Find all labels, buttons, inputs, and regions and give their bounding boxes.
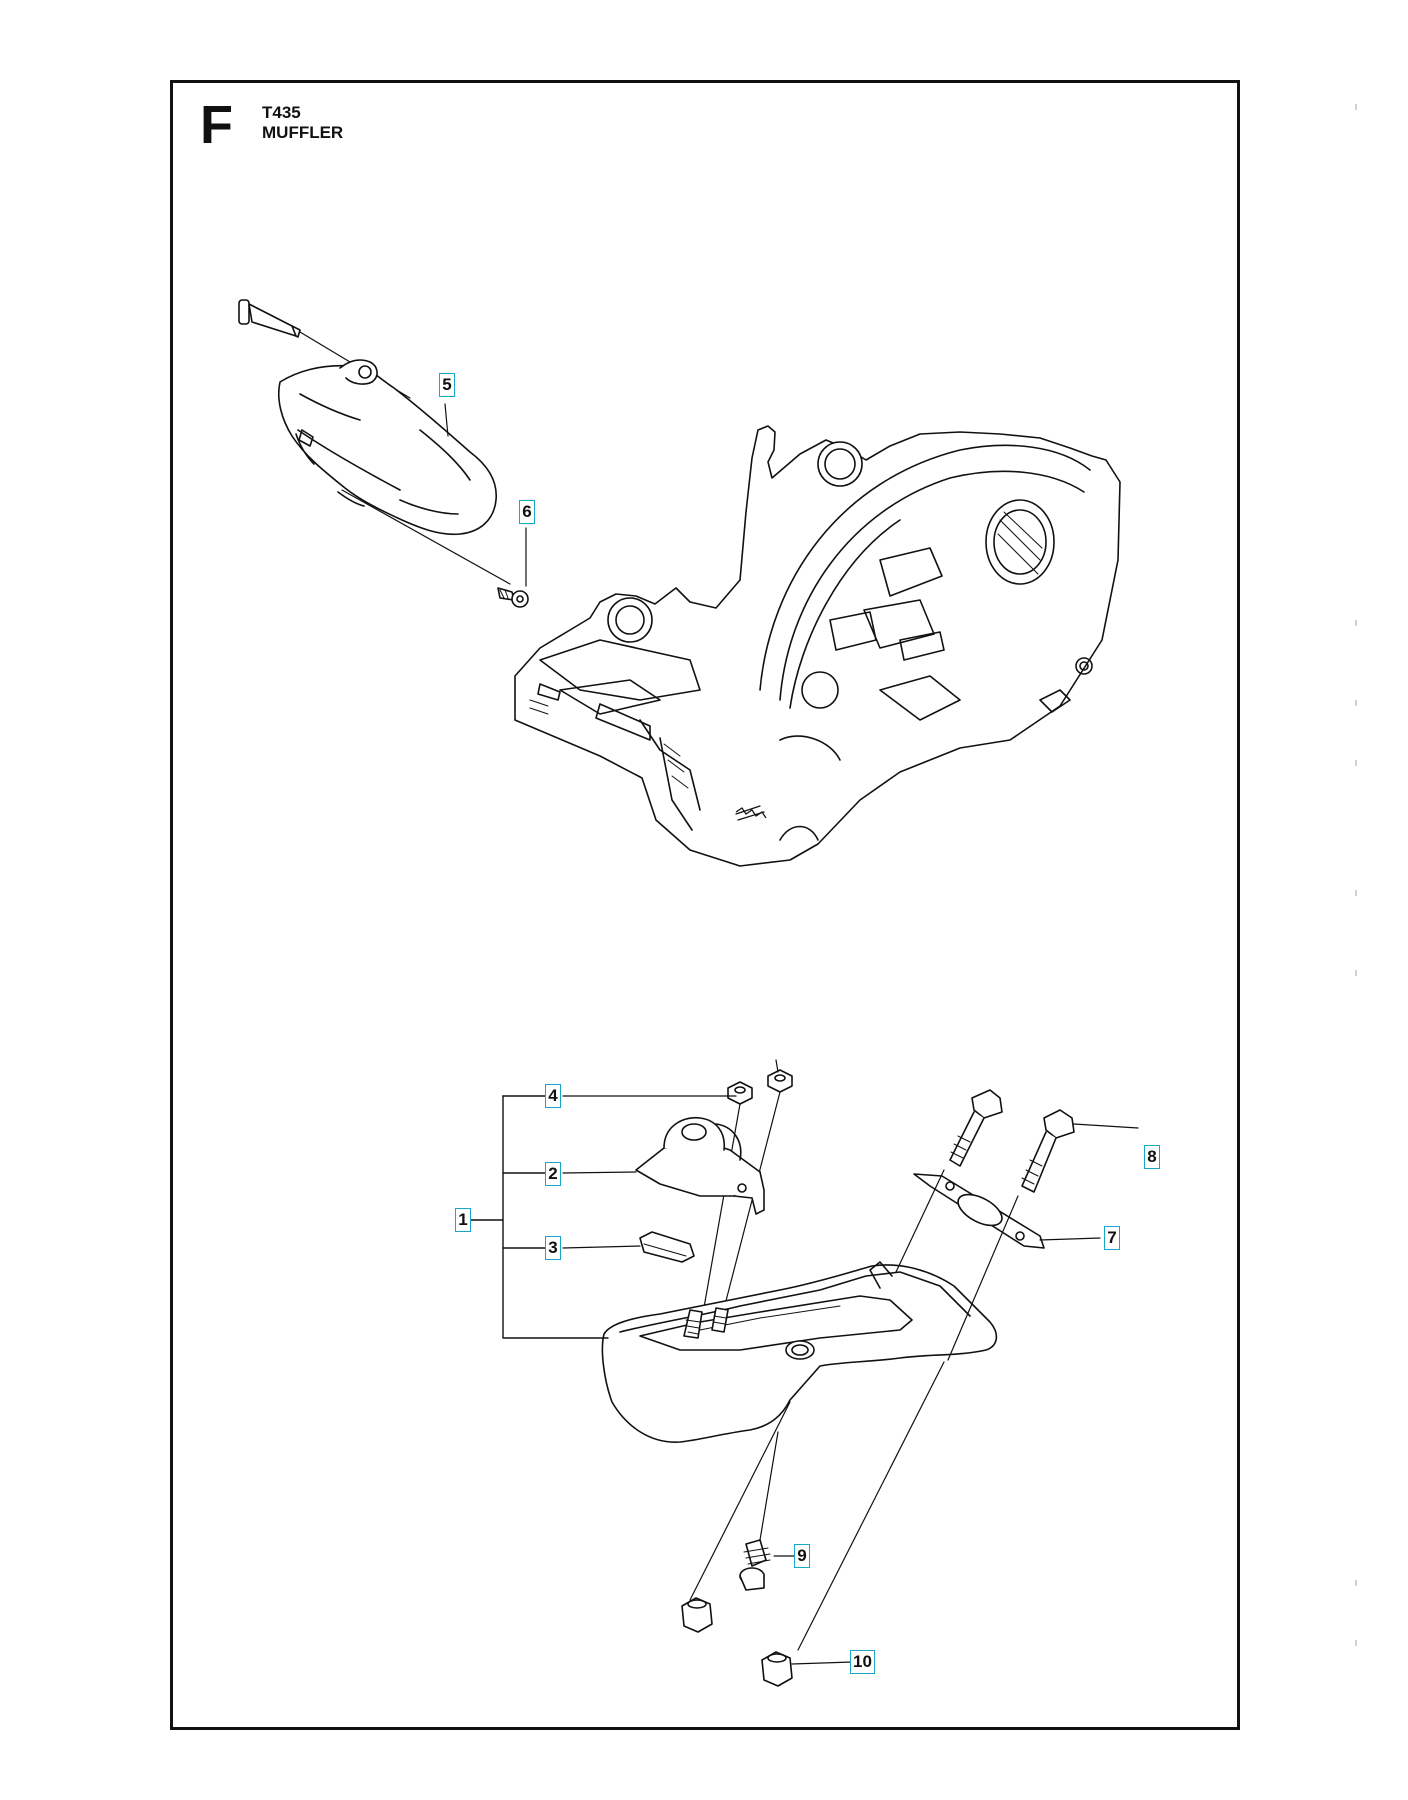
edge-mark <box>1355 1580 1357 1586</box>
callout-8[interactable]: 8 <box>1144 1145 1160 1169</box>
model-number: T435 <box>262 103 301 122</box>
callout-6[interactable]: 6 <box>519 500 535 524</box>
callout-1[interactable]: 1 <box>455 1208 471 1232</box>
callout-5[interactable]: 5 <box>439 373 455 397</box>
callout-7[interactable]: 7 <box>1104 1226 1120 1250</box>
edge-mark <box>1355 700 1357 706</box>
callout-4[interactable]: 4 <box>545 1084 561 1108</box>
edge-mark <box>1355 1640 1357 1646</box>
edge-mark <box>1355 620 1357 626</box>
edge-mark <box>1355 760 1357 766</box>
muffler-assembly-part <box>470 1060 1138 1686</box>
callout-3[interactable]: 3 <box>545 1236 561 1260</box>
heat-shield-part <box>239 300 528 607</box>
crankcase-part <box>515 426 1120 866</box>
section-letter: F <box>200 95 233 155</box>
callout-10[interactable]: 10 <box>850 1650 875 1674</box>
callout-9[interactable]: 9 <box>794 1544 810 1568</box>
diagram-title: MUFFLER <box>262 123 344 142</box>
edge-mark <box>1355 104 1357 110</box>
callout-2[interactable]: 2 <box>545 1162 561 1186</box>
edge-mark <box>1355 970 1357 976</box>
edge-mark <box>1355 890 1357 896</box>
